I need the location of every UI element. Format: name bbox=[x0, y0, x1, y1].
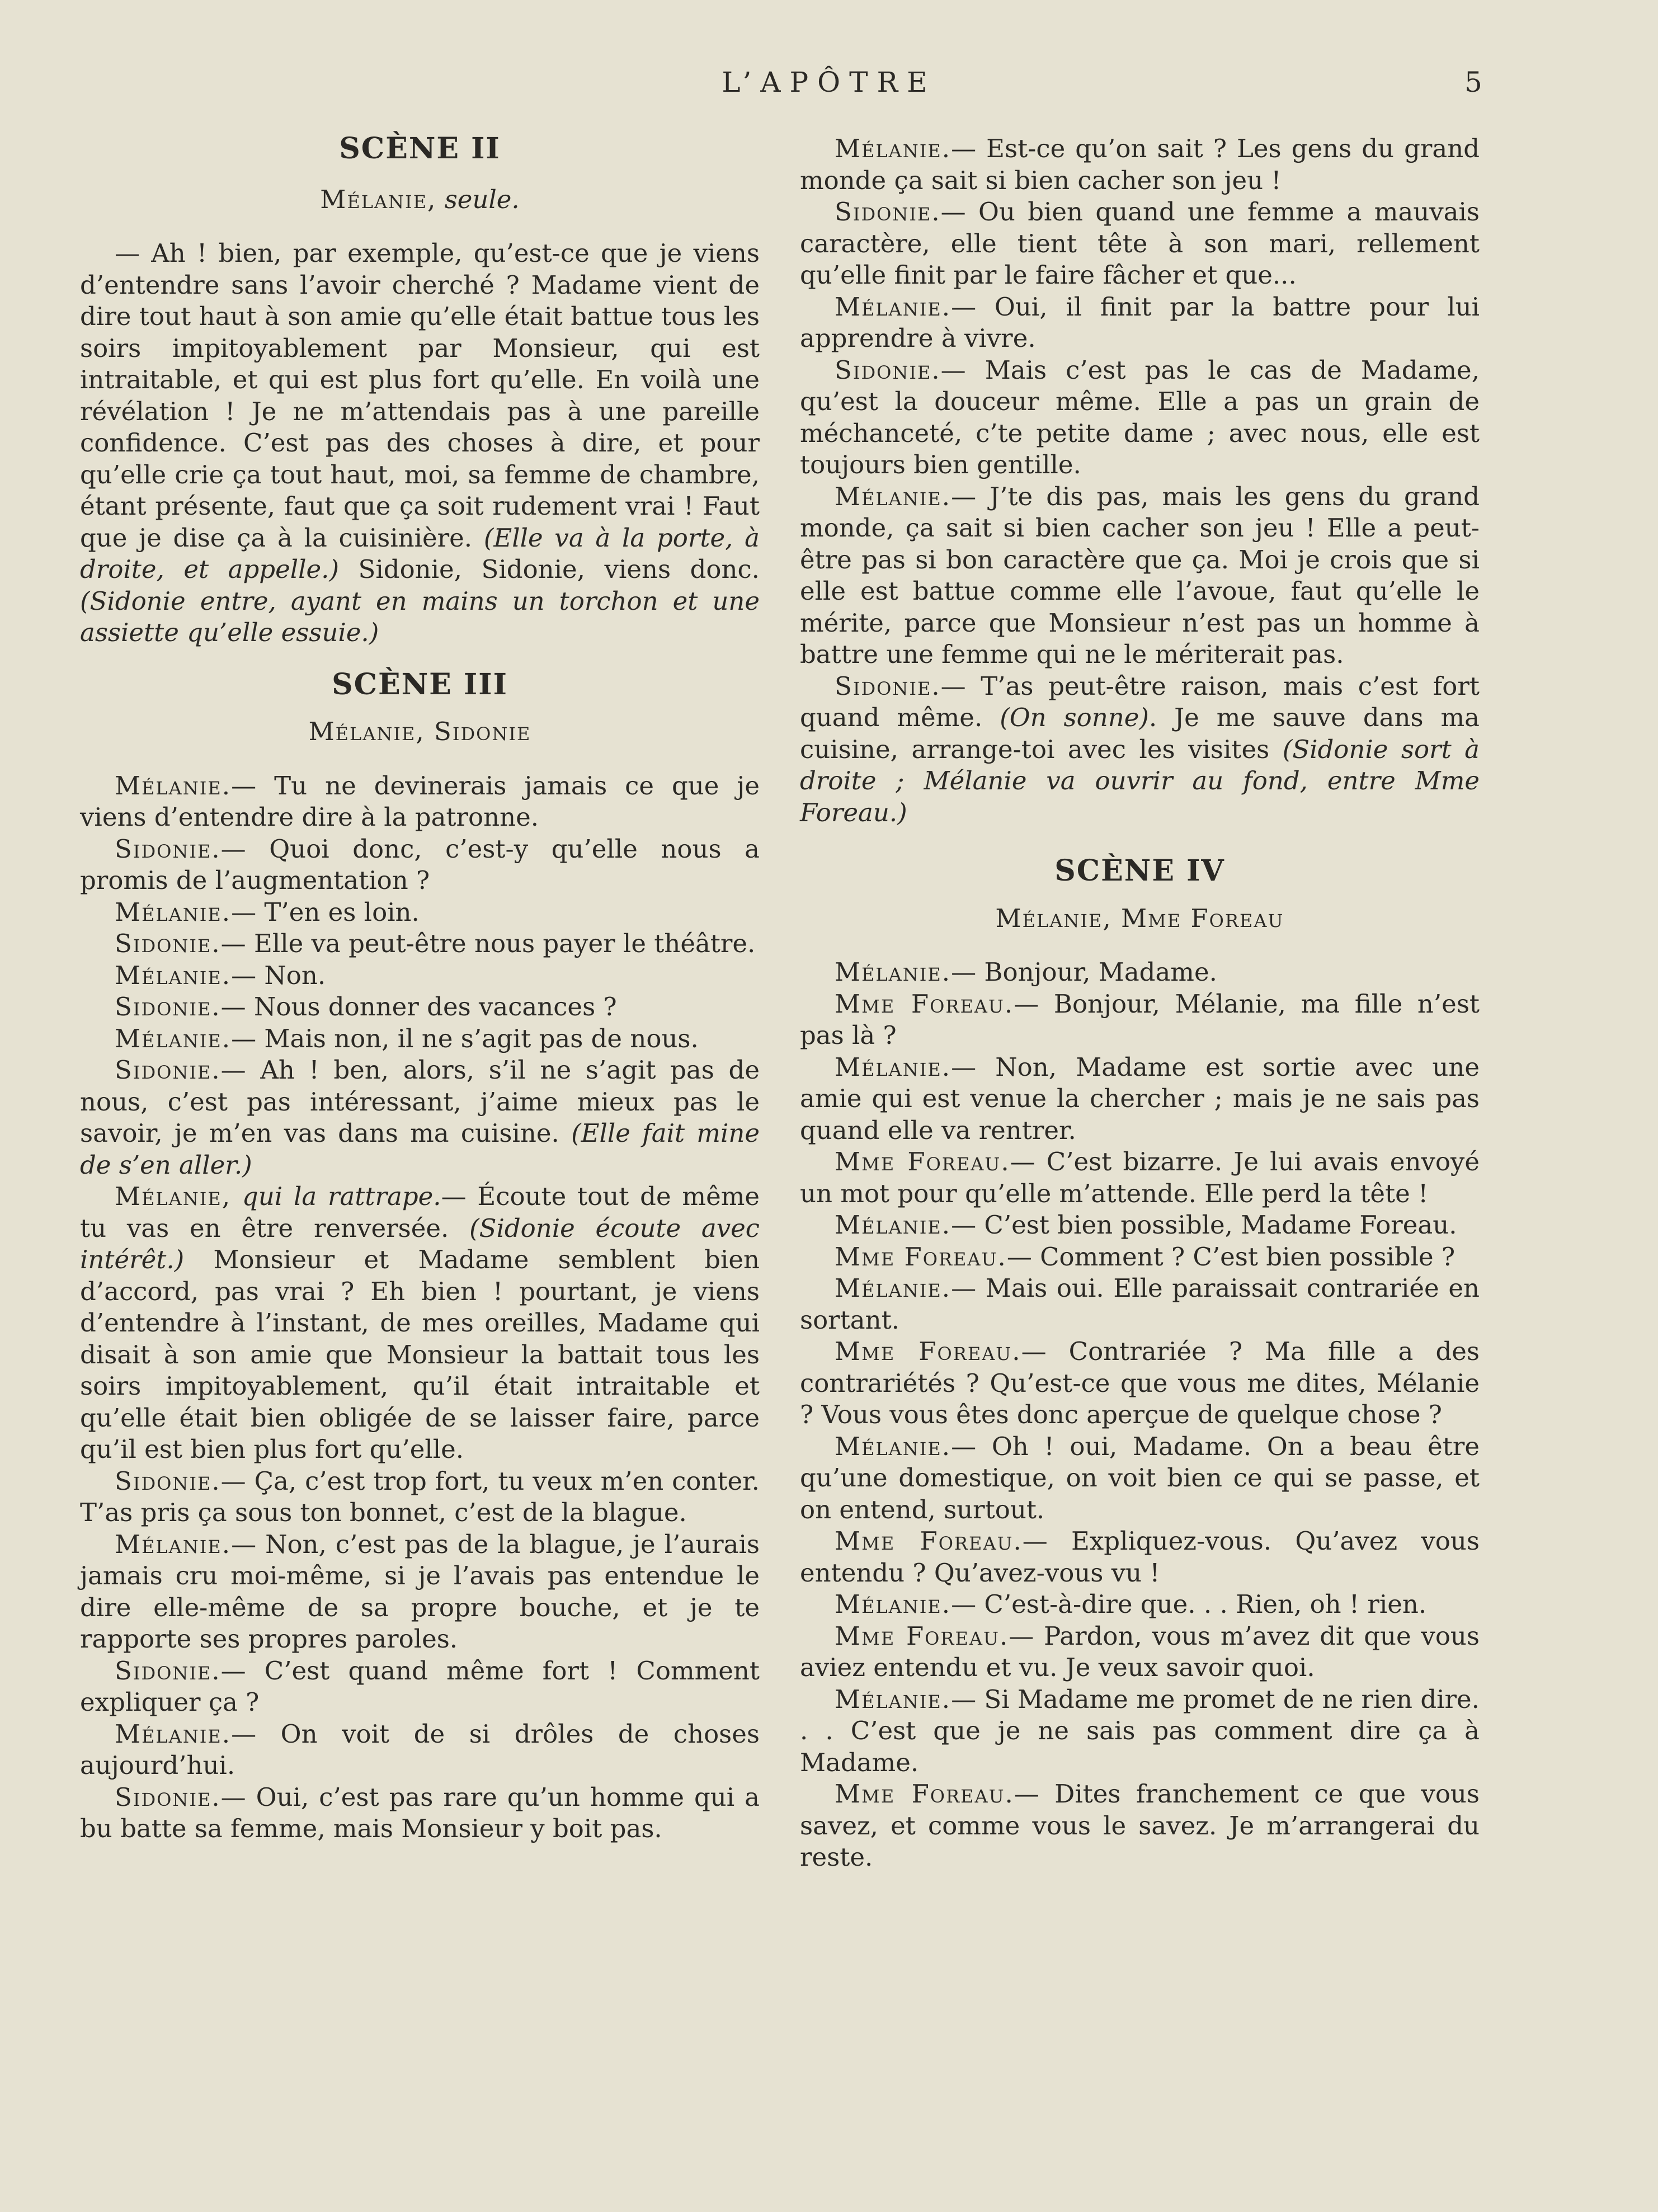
dialogue-text: — T’en es loin. bbox=[231, 897, 420, 927]
scene-cast bbox=[80, 184, 760, 216]
dialogue-text: — Si Madame me promet de ne rien dire. . . C’est que je ne sais pas comment dire ça à Madame. bbox=[800, 1684, 1480, 1777]
running-title: L’APÔTRE bbox=[722, 66, 936, 98]
dialogue-line bbox=[800, 989, 1480, 1052]
dialogue-text: — C’est bien possible, Madame Foreau. bbox=[951, 1210, 1457, 1240]
dialogue-text: — C’est bizarre. Je lui avais envoyé un mot pour qu’elle m’attende. Elle perd la tête ! bbox=[800, 1147, 1480, 1208]
scene-title: SCÈNE IV bbox=[1054, 854, 1225, 888]
scene-cast: Mélanie, Mme Foreau bbox=[995, 903, 1284, 933]
dialogue-text: . Je me sauve dans ma cuisine, arrange-toi avec les visites bbox=[800, 703, 1480, 764]
dialogue-line bbox=[800, 1052, 1480, 1147]
cast-note: seule. bbox=[444, 184, 520, 214]
speaker-name: Mélanie, bbox=[115, 1182, 232, 1211]
dialogue-text: — Écoute tout de même tu vas en être renversée. bbox=[80, 1182, 760, 1243]
speaker-name: Sidonie. bbox=[115, 834, 221, 864]
dialogue-text: — Bonjour, Madame. bbox=[951, 957, 1217, 987]
dialogue-text: — Tu ne devinerais jamais ce que je viens d’entendre dire à la patronne. bbox=[80, 770, 760, 832]
dialogue-text: Sidonie, Sidonie, viens donc. bbox=[339, 554, 760, 584]
dialogue-text: — Mais non, il ne s’agit pas de nous. bbox=[231, 1023, 699, 1053]
dialogue-line bbox=[800, 957, 1480, 989]
speaker-name: Mélanie. bbox=[835, 1431, 952, 1461]
speaker-name: Mélanie. bbox=[835, 1589, 952, 1619]
dialogue-text: — Oui, c’est pas rare qu’un homme qui a bu batte sa femme, mais Monsieur y boit pas. bbox=[80, 1782, 760, 1843]
dialogue-text: — Ça, c’est trop fort, tu veux m’en conter. T’as pris ça sous ton bonnet, c’est de la blague. bbox=[80, 1466, 760, 1527]
speaker-name: Sidonie. bbox=[115, 1055, 221, 1085]
speaker-name: Mme Foreau. bbox=[835, 989, 1014, 1019]
stage-direction: (On sonne) bbox=[1000, 703, 1149, 732]
dialogue-text: — Ou bien quand une femme a mauvais caractère, elle tient tête à son mari, rellement qu’elle finit par le faire fâcher et que... bbox=[800, 197, 1480, 290]
dialogue-line bbox=[80, 1466, 760, 1529]
dialogue-line bbox=[80, 1181, 760, 1466]
dialogue-line bbox=[800, 1209, 1480, 1241]
speaker-name: Mme Foreau. bbox=[835, 1779, 1014, 1809]
dialogue-text: — Mais c’est pas le cas de Madame, qu’est la douceur même. Elle a pas un grain de méchanceté, c’te petite dame ; avec nous, elle est toujours bien gentille. bbox=[800, 355, 1480, 479]
speaker-name: Mme Foreau. bbox=[835, 1241, 1007, 1272]
speaker-name: Mme Foreau. bbox=[835, 1147, 1010, 1176]
speaker-name: Sidonie. bbox=[115, 1655, 221, 1686]
dialogue-text: — T’as peut-être raison, mais c’est fort quand même. bbox=[800, 671, 1480, 732]
dialogue-line bbox=[80, 1529, 760, 1655]
dialogue-text: — On voit de si drôles de choses aujourd’hui. bbox=[80, 1719, 760, 1780]
speaker-name: Sidonie. bbox=[115, 1782, 221, 1812]
scene-cast: Mélanie, Sidonie bbox=[308, 717, 531, 746]
dialogue-text: — Mais oui. Elle paraissait contrariée en sortant. bbox=[800, 1273, 1480, 1335]
dialogue-text: — Oui, il finit par la battre pour lui apprendre à vivre. bbox=[800, 291, 1480, 353]
speaker-name: Sidonie. bbox=[115, 929, 221, 958]
speaker-name: Mélanie. bbox=[115, 770, 232, 801]
dialogue-line bbox=[80, 1719, 760, 1782]
dialogue-line bbox=[80, 1655, 760, 1719]
dialogue-line bbox=[800, 1273, 1480, 1336]
stage-direction: qui la rattrape. bbox=[231, 1182, 441, 1211]
speaker-name: Sidonie. bbox=[115, 992, 221, 1022]
dialogue-line bbox=[800, 671, 1480, 829]
dialogue-line bbox=[80, 834, 760, 897]
dialogue-line bbox=[80, 897, 760, 929]
dialogue-line bbox=[800, 1684, 1480, 1779]
stage-direction: (Sidonie écoute avec intérêt.) bbox=[80, 1213, 760, 1274]
dialogue-text: — Expliquez-vous. Qu’avez vous entendu ? Qu’avez-vous vu ! bbox=[800, 1526, 1480, 1588]
speaker-name: Mélanie. bbox=[835, 134, 952, 163]
dialogue-line bbox=[800, 1589, 1480, 1621]
speaker-name: Mélanie. bbox=[835, 1273, 952, 1303]
dialogue-line bbox=[800, 291, 1480, 355]
dialogue-line bbox=[800, 133, 1480, 196]
dialogue-text: — Pardon, vous m’avez dit que vous aviez entendu et vu. Je veux savoir quoi. bbox=[800, 1621, 1480, 1682]
speaker-name: Sidonie. bbox=[835, 355, 941, 385]
stage-direction: (Elle fait mine de s’en aller.) bbox=[80, 1118, 760, 1180]
speaker-name: Mélanie. bbox=[835, 1052, 952, 1082]
speaker-name: Mélanie. bbox=[115, 1719, 232, 1749]
speaker-name: Mme Foreau. bbox=[835, 1336, 1021, 1366]
speaker-name: Mélanie. bbox=[115, 1023, 232, 1053]
speaker-name: Sidonie. bbox=[115, 1466, 221, 1496]
dialogue-text: — C’est-à-dire que. . . Rien, oh ! rien. bbox=[951, 1589, 1427, 1619]
dialogue-line bbox=[80, 770, 760, 834]
dialogue-text: — Ah ! ben, alors, s’il ne s’agit pas de nous, c’est pas intéressant, j’aime mieux pas le savoir, je m’en vas dans ma cuisine. bbox=[80, 1055, 760, 1148]
speaker-name: Mélanie. bbox=[835, 481, 952, 511]
dialogue-line bbox=[80, 1023, 760, 1055]
dialogue-text: — C’est quand même fort ! Comment expliquer ça ? bbox=[80, 1655, 760, 1717]
dialogue-line bbox=[800, 1431, 1480, 1526]
dialogue-line bbox=[80, 928, 760, 960]
dialogue-line bbox=[800, 1621, 1480, 1684]
dialogue-line bbox=[800, 1336, 1480, 1431]
speaker-name: Mélanie. bbox=[835, 957, 952, 987]
dialogue-text: — Ah ! bien, par exemple, qu’est-ce que je viens d’entendre sans l’avoir cherché ? Madame vient de dire tout haut à son amie qu’elle était battue tous les soirs impitoyablement par Monsieur, qui est intraitable, et qui est plus fort qu’elle. En voilà une révélation ! Je ne m’attendais pas à une pareille confidence. C’est pas des choses à dire, et pour qu’elle crie ça tout haut, moi, sa femme de chambre, étant présente, faut que ça soit rudement vrai ! Faut que je dise ça à la cuisinière. bbox=[80, 238, 760, 553]
stage-direction: (Elle va à la porte, à droite, et appelle.) bbox=[80, 523, 760, 584]
dialogue-line bbox=[80, 991, 760, 1023]
dialogue-text: — Quoi donc, c’est-y qu’elle nous a promis de l’augmentation ? bbox=[80, 834, 760, 895]
left-column bbox=[80, 133, 760, 1845]
speaker-name: Mélanie. bbox=[835, 291, 952, 322]
scene-title: SCÈNE III bbox=[332, 667, 508, 702]
stage-direction: (Sidonie sort à droite ; Mélanie va ouvrir au fond, entre Mme Foreau.) bbox=[800, 734, 1480, 827]
dialogue-line bbox=[80, 960, 760, 992]
dialogue-text: Monsieur et Madame semblent bien d’accord, pas vrai ? Eh bien ! pourtant, je viens d’entendre à l’instant, de mes oreilles, Madame qui disait à son amie que Monsieur la battait tous les soirs impitoyablement, qu’il était intraitable et qu’elle était bien obligée de se laisser faire, parce qu’il est bien plus fort qu’elle. bbox=[80, 1245, 760, 1464]
dialogue-text: — Contrariée ? Ma fille a des contrariétés ? Qu’est-ce que vous me dites, Mélanie ? Vous vous êtes donc aperçue de quelque chose ? bbox=[800, 1336, 1480, 1429]
dialogue-text: — Elle va peut-être nous payer le théâtre. bbox=[220, 929, 756, 958]
dialogue-text: — Non, Madame est sortie avec une amie qui est venue la chercher ; mais je ne sais pas quand elle va rentrer. bbox=[800, 1052, 1480, 1145]
speaker-name: Mélanie. bbox=[115, 897, 232, 927]
speaker-name: Mélanie. bbox=[115, 1529, 232, 1559]
dialogue-text: — Non. bbox=[231, 960, 326, 990]
dialogue-line bbox=[800, 196, 1480, 291]
cast-name: Mélanie, bbox=[320, 184, 437, 214]
right-column bbox=[800, 133, 1480, 1874]
dialogue-text: — Nous donner des vacances ? bbox=[220, 992, 617, 1022]
speaker-name: Sidonie. bbox=[835, 671, 941, 701]
speaker-name: Mélanie. bbox=[835, 1684, 952, 1714]
speaker-name: Mélanie. bbox=[835, 1210, 952, 1240]
dialogue-line bbox=[800, 481, 1480, 671]
dialogue-line bbox=[800, 355, 1480, 481]
dialogue-text: — Bonjour, Mélanie, ma fille n’est pas là ? bbox=[800, 989, 1480, 1050]
dialogue-line bbox=[800, 1526, 1480, 1589]
dialogue-line bbox=[800, 1778, 1480, 1874]
page-number: 5 bbox=[1464, 66, 1482, 98]
speaker-name: Mme Foreau. bbox=[835, 1621, 1009, 1651]
dialogue-line bbox=[800, 1241, 1480, 1273]
speaker-name: Sidonie. bbox=[835, 197, 941, 227]
dialogue-text: — Est-ce qu’on sait ? Les gens du grand monde ça sait si bien cacher son jeu ! bbox=[800, 134, 1480, 195]
dialogue-text: — Non, c’est pas de la blague, je l’aurais jamais cru moi-même, si je l’avais pas entendue le dire elle-même de sa propre bouche, et je te rapporte ses propres paroles. bbox=[80, 1529, 760, 1654]
dialogue-line bbox=[80, 1782, 760, 1845]
dialogue-text: — Oh ! oui, Madame. On a beau être qu’une domestique, on voit bien ce qui se passe, et on entend, surtout. bbox=[800, 1431, 1480, 1524]
dialogue-text: — Comment ? C’est bien possible ? bbox=[1006, 1241, 1456, 1272]
dialogue-line bbox=[800, 1146, 1480, 1209]
dialogue-text: — J’te dis pas, mais les gens du grand monde, ça sait si bien cacher son jeu ! Elle a peut-être pas si bon caractère que ça. Moi je crois que si elle est battue comme elle l’avoue, faut qu’elle le mérite, parce que Monsieur n’est pas un homme à battre une femme qui ne le mériterait pas. bbox=[800, 481, 1480, 669]
speaker-name: Mme Foreau. bbox=[835, 1526, 1023, 1556]
monologue-paragraph bbox=[80, 238, 760, 649]
speaker-name: Mélanie. bbox=[115, 960, 232, 990]
scene-title: SCÈNE II bbox=[339, 131, 501, 166]
dialogue-line bbox=[80, 1055, 760, 1181]
dialogue-text: — Dites franchement ce que vous savez, et comme vous le savez. Je m’arrangerai du reste. bbox=[800, 1779, 1480, 1872]
stage-direction: (Sidonie entre, ayant en mains un torchon et une assiette qu’elle essuie.) bbox=[80, 586, 760, 647]
